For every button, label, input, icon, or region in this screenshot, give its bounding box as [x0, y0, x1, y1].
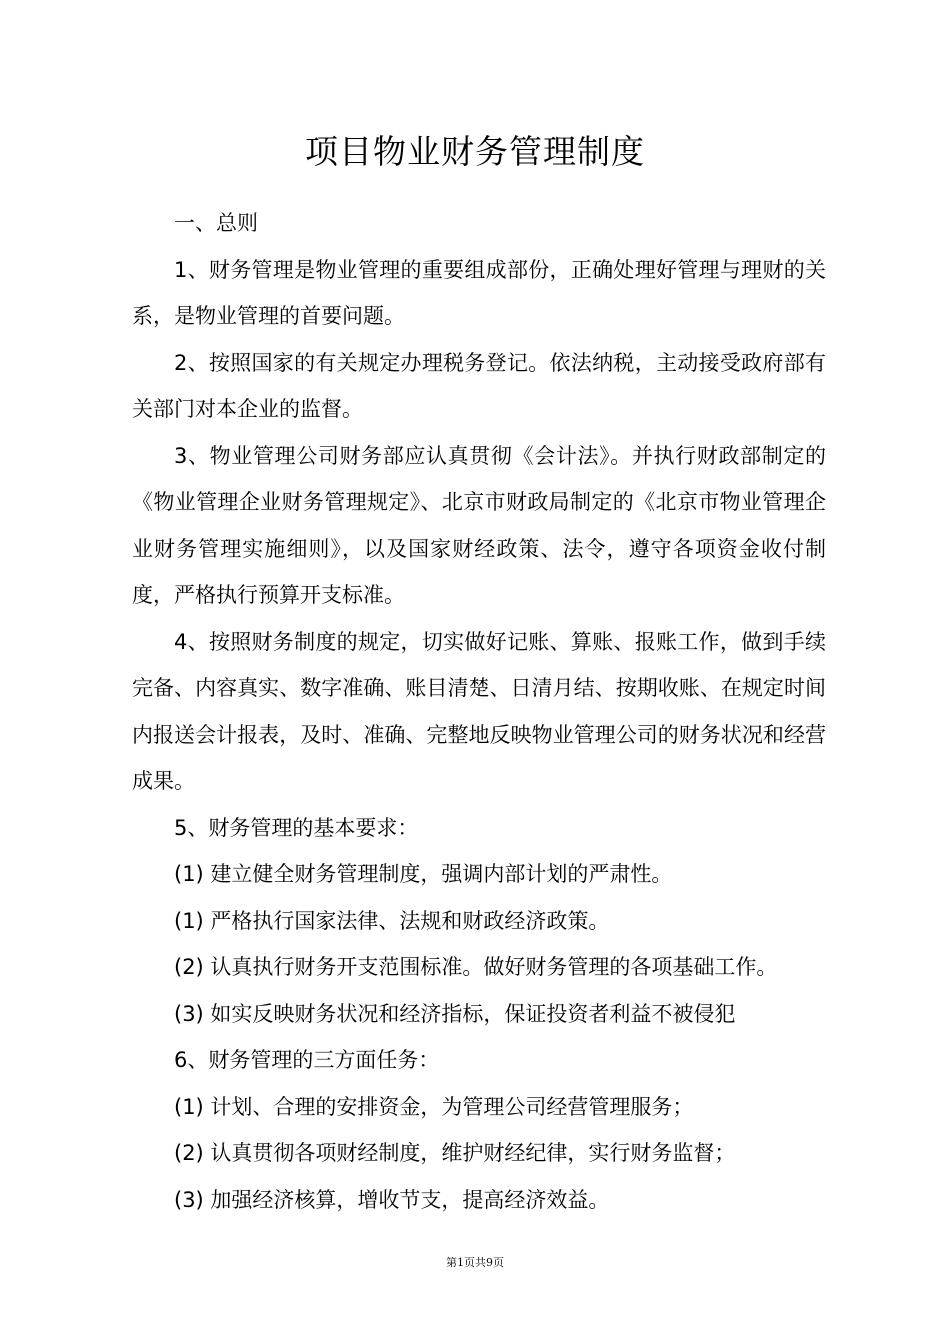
document-title: 项目物业财务管理制度	[305, 132, 645, 171]
section-heading-general: 一、总则	[174, 211, 258, 235]
paragraph-6: 6、财务管理的三方面任务：	[174, 1048, 440, 1072]
paragraph-4: 4、按照财务制度的规定，切实做好记账、算账、报账工作，做到手续完备、内容真实、数字准确、账目清楚、日清月结、按期收账、在规定时间内报送会计报表，及时、准确、完整地反映物业管理公司的财务状况和经营成果。	[132, 629, 826, 793]
paragraph-1: 1、财务管理是物业管理的重要组成部份，正确处理好管理与理财的关系，是物业管理的首要问题。	[132, 257, 826, 328]
paragraph-5: 5、财务管理的基本要求：	[174, 815, 419, 840]
list-item-5-2: (2) 认真执行财务开支范围标准。做好财务管理的各项基础工作。	[174, 955, 778, 979]
document-body	[132, 200, 826, 1223]
list-item-6-1: (1) 计划、合理的安排资金，为管理公司经营管理服务；	[174, 1094, 694, 1119]
page-footer: 第1页共9页	[446, 1256, 504, 1269]
list-item-6-2: (2) 认真贯彻各项财经制度，维护财经纪律，实行财务监督；	[174, 1141, 736, 1165]
paragraph-2: 2、按照国家的有关规定办理税务登记。依法纳税，主动接受政府部有关部门对本企业的监督。	[132, 350, 826, 421]
paragraph-3: 3、物业管理公司财务部应认真贯彻《会计法》。并执行财政部制定的《物业管理企业财务管理规定》、北京市财政局制定的《北京市物业管理企业财务管理实施细则》，以及国家财经政策、法令，遵守各项资金收付制度，严格执行预算开支标准。	[132, 443, 826, 607]
list-item-5-3: (3) 如实反映财务状况和经济指标，保证投资者利益不被侵犯	[174, 1001, 736, 1026]
list-item-5-1b: (1) 严格执行国家法律、法规和财政经济政策。	[174, 908, 610, 933]
list-item-6-3: (3) 加强经济核算，增收节支，提高经济效益。	[174, 1187, 610, 1212]
list-item-5-1: (1) 建立健全财务管理制度，强调内部计划的严肃性。	[174, 862, 673, 886]
